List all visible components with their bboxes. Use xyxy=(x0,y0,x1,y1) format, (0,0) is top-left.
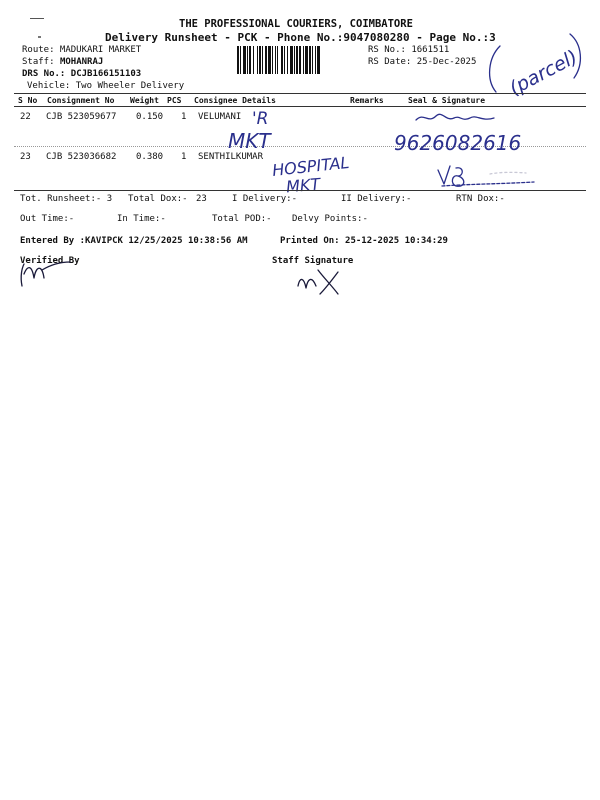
row-pcs: 1 xyxy=(181,112,187,122)
barcode-bar xyxy=(257,46,258,74)
barcode-bar xyxy=(265,46,267,74)
runsheet-title: Delivery Runsheet - PCK - Phone No.:9047080280 - Page No.:3 xyxy=(105,31,496,44)
row-sno: 23 xyxy=(20,152,31,162)
barcode-bar xyxy=(253,46,254,74)
ii-delivery: II Delivery:- xyxy=(341,194,412,204)
barcode-bar xyxy=(277,46,278,74)
verified-by-signature xyxy=(14,256,74,290)
barcode-bar xyxy=(262,46,263,74)
table-header-rule xyxy=(14,106,586,107)
row22-area-text: MKT xyxy=(228,129,271,153)
row22-phone-text: 9626082616 xyxy=(394,131,522,155)
parcel-text: (parcel) xyxy=(505,45,582,100)
drs-number: DCJB166151103 xyxy=(70,69,142,79)
row-pcs: 1 xyxy=(181,152,187,162)
col-pcs: PCS xyxy=(167,96,182,105)
barcode-bar xyxy=(303,46,304,74)
drs-line xyxy=(22,69,141,79)
row-sno: 22 xyxy=(20,112,31,122)
staff-signature-mark xyxy=(290,264,350,298)
col-remarks: Remarks xyxy=(350,96,384,105)
barcode-bar xyxy=(259,46,261,74)
barcode-bar xyxy=(287,46,288,74)
barcode-bar xyxy=(284,46,285,74)
handwritten-row23-area xyxy=(284,170,364,196)
total-dox-value: 23 xyxy=(196,194,207,204)
row-consignee: VELUMANI xyxy=(198,112,242,122)
barcode-bar xyxy=(268,46,271,74)
tot-runsheet: Tot. Runsheet:- 3 xyxy=(20,194,113,204)
company-title: THE PROFESSIONAL COURIERS, COIMBATORE xyxy=(179,18,413,30)
i-delivery: I Delivery:- xyxy=(232,194,298,204)
total-pod: Total POD:- xyxy=(212,214,272,224)
col-sno: S No xyxy=(18,96,38,105)
barcode-bar xyxy=(272,46,273,74)
barcode-bar xyxy=(309,46,311,74)
row-weight: 0.380 xyxy=(136,152,164,162)
printed-on: Printed On: 25-12-2025 10:34:29 xyxy=(280,236,448,246)
entered-by: Entered By :KAVIPCK 12/25/2025 10:38:56 AM xyxy=(20,236,248,246)
barcode-bar xyxy=(237,46,239,74)
barcode-bar xyxy=(315,46,316,74)
row22-name-mark-text: 'R xyxy=(252,109,269,129)
barcode-bar xyxy=(249,46,251,74)
barcode-bar xyxy=(275,46,276,74)
barcode-bar xyxy=(240,46,241,74)
barcode xyxy=(236,46,364,74)
barcode-bar xyxy=(296,46,298,74)
barcode-bar xyxy=(247,46,248,74)
totals-rule xyxy=(14,190,586,191)
barcode-bar xyxy=(312,46,313,74)
table-top-rule xyxy=(14,93,586,94)
barcode-bar xyxy=(243,46,246,74)
staff-signature-label: Staff Signature xyxy=(272,256,354,266)
col-consignment: Consignment No xyxy=(47,96,115,105)
row-weight: 0.150 xyxy=(136,112,164,122)
rtn-dox: RTN Dox:- xyxy=(456,194,505,204)
handwritten-parcel-note xyxy=(482,30,592,100)
rs-number: RS No.: 1661511 xyxy=(368,45,450,55)
barcode-bar xyxy=(290,46,293,74)
row23-area-text: MKT xyxy=(285,174,321,197)
delvy-points: Delvy Points:- xyxy=(292,214,368,224)
row23-hospital-text: HOSPITAL xyxy=(271,152,351,180)
barcode-bar xyxy=(305,46,308,74)
col-weight: Weight xyxy=(130,96,159,105)
route-label: Route: MADUKARI MARKET xyxy=(22,45,142,55)
handwritten-row23-signature xyxy=(430,160,540,192)
row-consignee: SENTHILKUMAR xyxy=(198,152,264,162)
handwritten-row22-phone xyxy=(392,126,542,160)
barcode-bar xyxy=(317,46,320,74)
col-seal-signature: Seal & Signature xyxy=(408,96,486,105)
vehicle-label: Vehicle: Two Wheeler Delivery xyxy=(27,81,185,91)
scan-speck xyxy=(30,18,44,19)
staff-line xyxy=(22,57,103,67)
scan-speck xyxy=(38,36,41,38)
row-consignment: CJB 523059677 xyxy=(46,112,117,122)
barcode-bar xyxy=(299,46,301,74)
col-consignee: Consignee Details xyxy=(194,96,276,105)
in-time: In Time:- xyxy=(117,214,166,224)
verified-by-label: Verified By xyxy=(20,256,80,266)
staff-label: Staff: xyxy=(22,57,55,67)
row-consignment: CJB 523036682 xyxy=(46,152,117,162)
barcode-bar xyxy=(294,46,295,74)
out-time: Out Time:- xyxy=(20,214,75,224)
staff-name: MOHANRAJ xyxy=(59,57,104,67)
drs-label: DRS No.: xyxy=(22,69,66,79)
rs-date: RS Date: 25-Dec-2025 xyxy=(368,57,477,67)
total-dox-label: Total Dox:- xyxy=(128,194,188,204)
barcode-bar xyxy=(281,46,283,74)
